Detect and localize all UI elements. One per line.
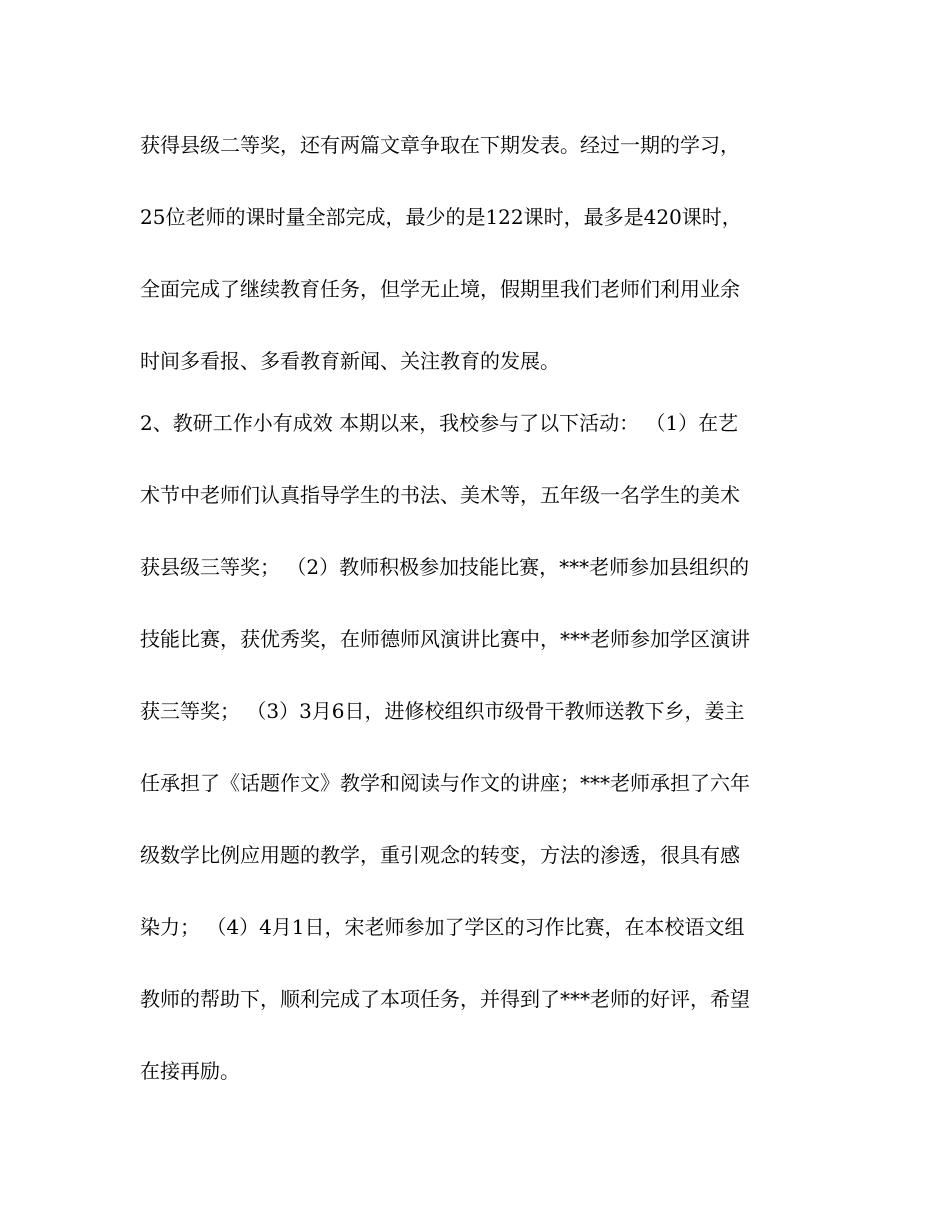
section-heading-line: 2、教研工作小有成效 本期以来，我校参与了以下活动： （1）在艺 [140, 411, 739, 435]
body-text-line: 染力； （4）4月1日，宋老师参加了学区的习作比赛，在本校语文组 [140, 915, 745, 939]
body-text-line: 时间多看报、多看教育新闻、关注教育的发展。 [140, 349, 560, 373]
body-text-line: 获得县级二等奖，还有两篇文章争取在下期发表。经过一期的学习， [140, 133, 740, 157]
body-text-line: 任承担了《话题作文》教学和阅读与作文的讲座；***老师承担了六年 [140, 771, 750, 795]
body-text-line: 获三等奖； （3）3月6日，进修校组织市级骨干教师送教下乡，姜主 [140, 699, 745, 723]
body-text-line: 25位老师的课时量全部完成，最少的是122课时，最多是420课时， [140, 205, 742, 229]
body-text-line: 级数学比例应用题的教学，重引观念的转变，方法的渗透，很具有感 [140, 843, 740, 867]
body-text-line: 全面完成了继续教育任务，但学无止境，假期里我们老师们利用业余 [140, 277, 740, 301]
body-text-line: 教师的帮助下，顺利完成了本项任务，并得到了***老师的好评，希望 [140, 987, 750, 1011]
body-text-line: 获县级三等奖； （2）教师积极参加技能比赛，***老师参加县组织的 [140, 555, 750, 579]
body-text-line: 术节中老师们认真指导学生的书法、美术等，五年级一名学生的美术 [140, 483, 740, 507]
body-text-line: 技能比赛，获优秀奖，在师德师风演讲比赛中，***老师参加学区演讲 [140, 627, 750, 651]
body-text-line: 在接再励。 [140, 1059, 240, 1083]
